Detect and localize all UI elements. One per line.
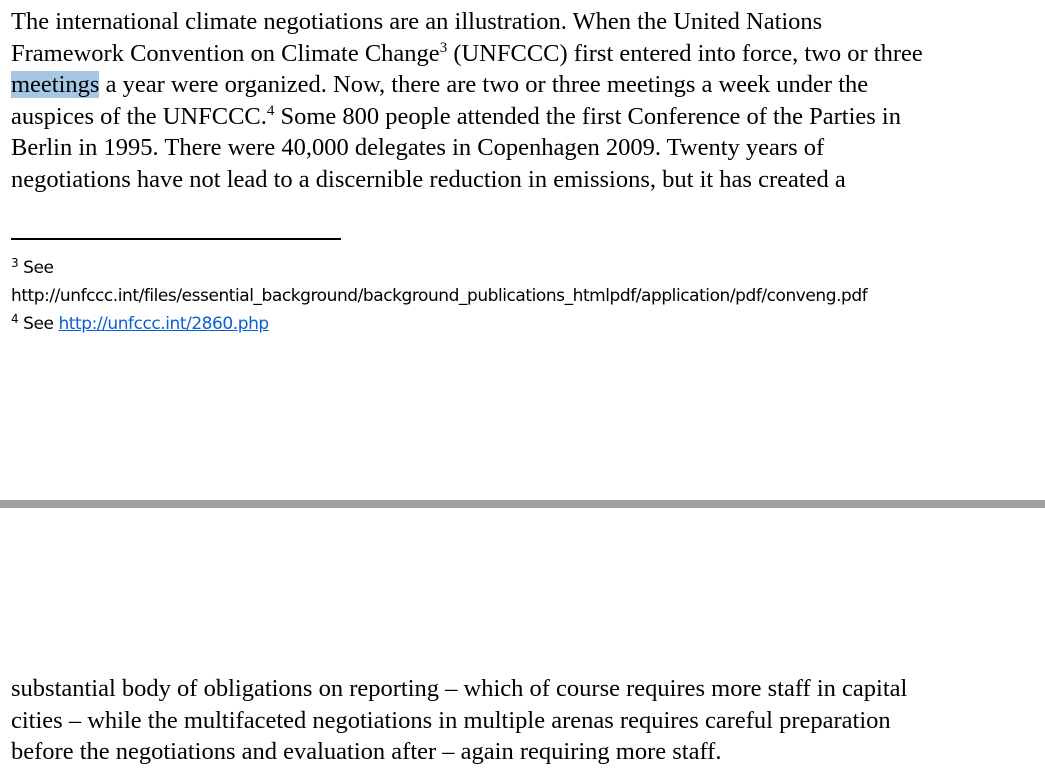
text-segment: Some 800 people attended the first Conference of the Parties in [274,102,901,130]
footnote-number: 3 [11,256,19,270]
page-break-divider [0,500,1045,508]
footnote-label: See [18,314,59,334]
text-segment: (UNFCCC) first entered into force, two or three [447,39,923,67]
footnote-reference-3[interactable]: 3 [439,39,448,56]
text-segment: auspices of the UNFCCC. [11,102,267,130]
text-line: negotiations have not lead to a discernible reduction in emissions, but it has created a [11,165,846,193]
paragraph-top [11,6,923,196]
text-line [11,38,923,70]
footnote-4 [11,310,867,338]
paragraph-bottom [11,673,907,768]
text-line: substantial body of obligations on reporting – which of course requires more staff in capital [11,675,908,702]
footnote-3-url: http://unfccc.int/files/essential_background/background_publications_htmlpdf/application/pdf/conveng.pdf [11,286,868,306]
text-line [11,69,923,101]
footnote-reference-4[interactable]: 4 [266,102,275,119]
footnote-label: See [18,258,54,278]
text-line [11,101,923,133]
footnote-3 [11,254,867,282]
footnote-number: 4 [11,312,19,326]
text-line: before the negotiations and evaluation after – again requiring more staff. [11,738,722,766]
text-segment: Framework Convention on Climate Change [11,39,440,67]
footnote-separator [11,238,341,240]
text-line: Berlin in 1995. There were 40,000 delegates in Copenhagen 2009. Twenty years of [11,134,825,162]
text-line: The international climate negotiations are an illustration. When the United Nations [11,8,823,35]
text-line: cities – while the multifaceted negotiations in multiple arenas requires careful preparation [11,706,891,734]
document-page-bottom [0,508,1045,775]
footnotes [11,254,867,338]
text-segment: a year were organized. Now, there are two or three meetings a week under the [99,71,869,99]
selected-text[interactable]: meetings [11,71,100,99]
footnote-4-link[interactable]: http://unfccc.int/2860.php [58,314,269,334]
